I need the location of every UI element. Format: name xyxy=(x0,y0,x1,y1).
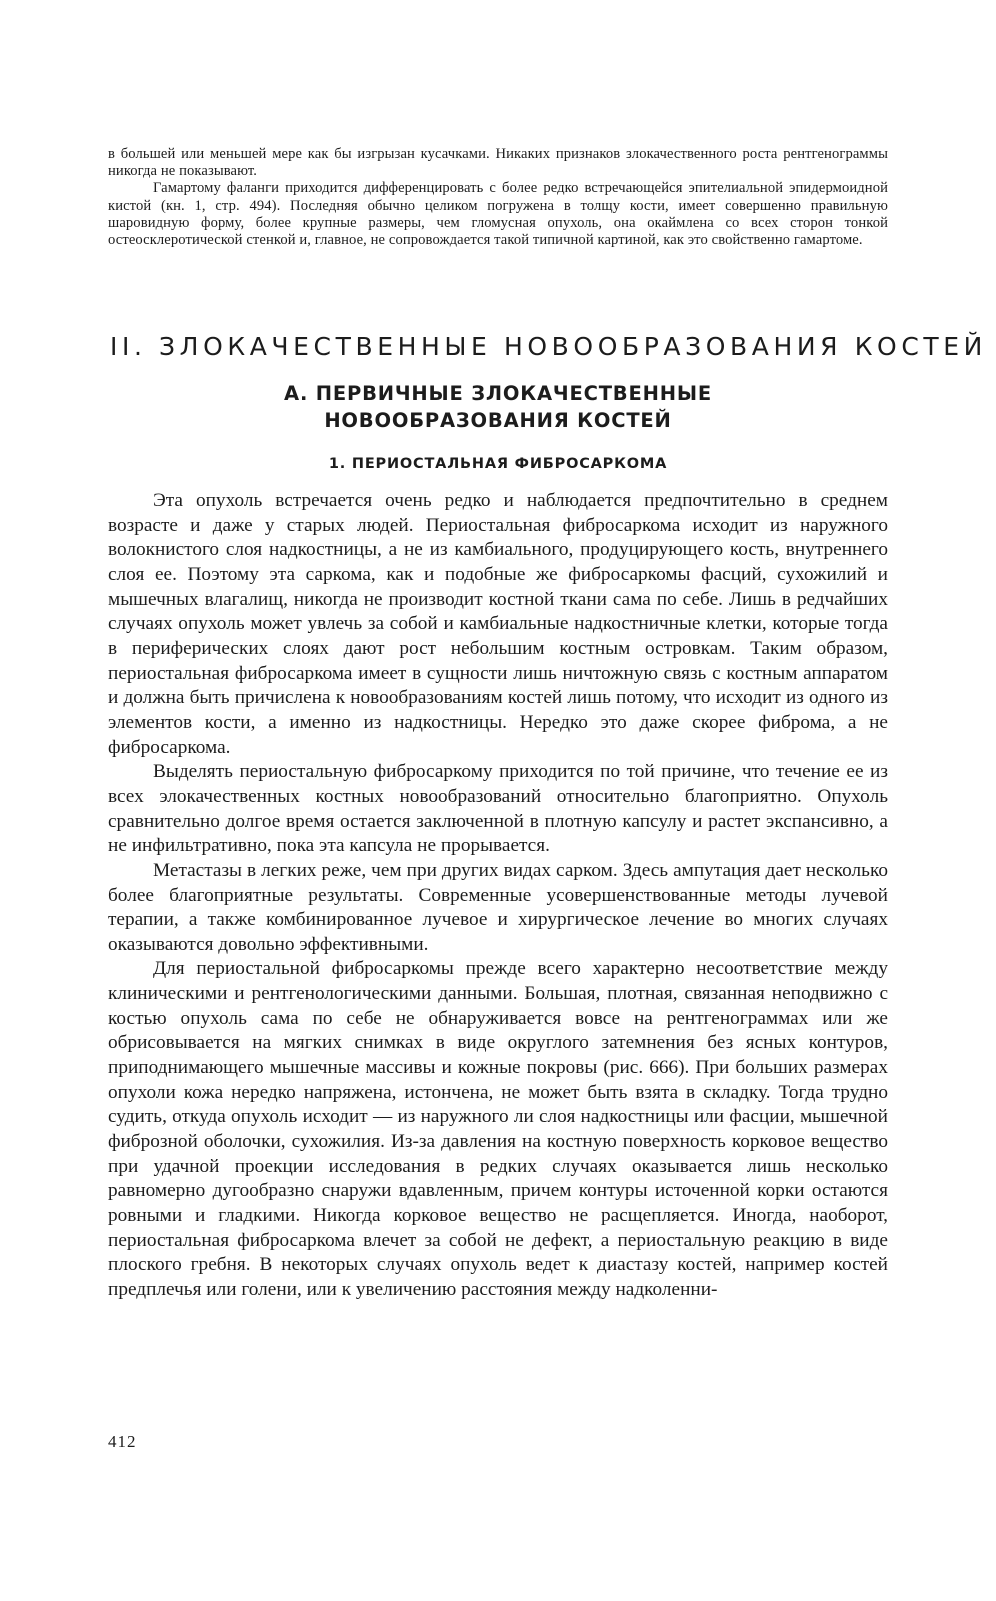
body-paragraph-2: Выделять периостальную фибросаркому приходится по той причине, что течение ее из всех элокачественных костных новообразований относительно благоприятно. Опухоль сравнительно долгое время остается заключенной в плотную капсулу и растет экспансивно, а не инфильтративно, пока эта капсула не прорывается. xyxy=(108,761,888,857)
page-number: 412 xyxy=(108,1432,137,1451)
body-text xyxy=(108,489,888,1303)
intro-paragraph-1: в большей или меньшей мере как бы изгрызан кусачками. Никаких признаков злокачественного роста рентгенограммы никогда не показывают. xyxy=(108,146,888,180)
body-paragraph-1: Эта опухоль встречается очень редко и наблюдается предпочтительно в среднем возрасте и даже у старых людей. Периостальная фибросаркома исходит из наружного волокнистого слоя надкостницы, а не из камбиального, продуцирующего кость, внутреннего слоя ее. Поэтому эта саркома, как и подобные же фибросаркомы фасций, сухожилий и мышечных влагалищ, никогда не производит костной ткани сама по себе. Лишь в редчайших случаях опухоль может увлечь за собой и камбиальные надкостничные клетки, которые тогда в периферических слоях дают рост небольшим костным островкам. Таким образом, периостальная фибросаркома имеет в сущности лишь ничтожную связь с костным аппаратом и должна быть причислена к новообразованиям костей лишь потому, что исходит из одного из элементов кости, а именно из надкостницы. Нередко это даже скорее фиброма, а не фибросаркома. xyxy=(108,490,888,758)
section-title: II. ЗЛОКАЧЕСТВЕННЫЕ НОВООБРАЗОВАНИЯ КОСТЕЙ xyxy=(110,332,987,361)
subsection-title-line-1: А. ПЕРВИЧНЫЕ ЗЛОКАЧЕСТВЕННЫЕ xyxy=(284,382,712,405)
intro-paragraph-2: Гамартому фаланги приходится дифференцировать с более редко встречающейся эпителиальной эпидермоидной кистой (кн. 1, стр. 494). Последняя обычно целиком погружена в толщу кости, имеет совершенно правильную шаровидную форму, более крупные размеры, чем гломусная опухоль, она окаймлена со всех сторон тонкой остеосклеротической стенкой и, главное, не сопровождается такой типичной картиной, как это свойственно гамартоме. xyxy=(108,180,888,249)
intro-block xyxy=(108,146,888,249)
subsection-title xyxy=(108,380,888,434)
body-paragraph-4: Для периостальной фибросаркомы прежде всего характерно несоответствие между клиническими и рентгенологическими данными. Большая, плотная, связанная неподвижно с костью опухоль сама по себе не обнаруживается вовсе на рентгенограммах или же обрисовывается на мягких снимках в виде округлого затемнения без ясных контуров, приподнимающего мышечные массивы и кожные покровы (рис. 666). При больших размерах опухоли кожа нередко напряжена, истончена, не может быть взята в складку. Тогда трудно судить, откуда опухоль исходит — из наружного ли слоя надкостницы или фасции, мышечной фиброзной оболочки, сухожилия. Из-за давления на костную поверхность корковое вещество при удачной проекции исследования в редких случаях оказывается лишь несколько равномерно дугообразно снаружи вдавленным, причем контуры источенной корки остаются ровными и гладкими. Никогда корковое вещество не расщепляется. Иногда, наоборот, периостальная фибросаркома влечет за собой не дефект, а периостальную реакцию в виде плоского гребня. В некоторых случаях опухоль ведет к диастазу костей, например костей предплечья или голени, или к увеличению расстояния между надколенни- xyxy=(108,958,888,1300)
body-paragraph-3: Метастазы в легких реже, чем при других видах сарком. Здесь ампутация дает несколько более благоприятные результаты. Современные усовершенствованные методы лучевой терапии, а также комбинированное лучевое и хирургическое лечение во многих случаях оказываются довольно эффективными. xyxy=(108,859,888,955)
subsection-title-line-2: НОВООБРАЗОВАНИЯ КОСТЕЙ xyxy=(324,409,672,432)
subsubsection-title: 1. ПЕРИОСТАЛЬНАЯ ФИБРОСАРКОМА xyxy=(328,456,668,472)
